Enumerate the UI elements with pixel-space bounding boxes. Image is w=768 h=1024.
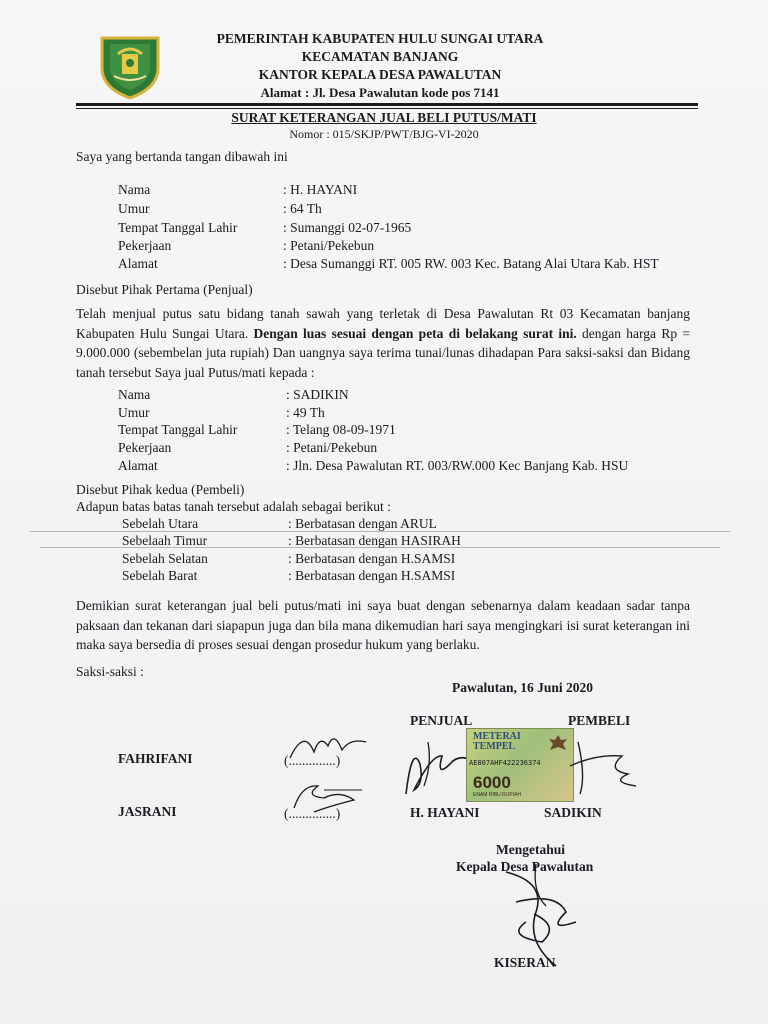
village-head-title: Kepala Desa Pawalutan bbox=[456, 859, 594, 874]
witness-1-signature bbox=[284, 724, 374, 764]
boundary-south-label: Sebelah Selatan bbox=[122, 551, 208, 566]
buyer-job-label: Pekerjaan bbox=[118, 440, 172, 455]
closing-paragraph: Demikian surat keterangan jual beli putus/mati ini saya buat dengan sebenarnya dalam keadaan sadar tanpa paksaan dan tekanan dari siapapun juga dan bila mana dikemudian hari saya mengingkari isi surat keterangan ini maka saya bersedia di proses sesuai dengan prosedur hukum yang berlaku. bbox=[76, 598, 690, 652]
witness-2-sign-line: (..............) bbox=[284, 806, 341, 821]
buyer-role-label: PEMBELI bbox=[568, 713, 631, 728]
boundary-north-label: Sebelah Utara bbox=[122, 516, 199, 531]
revenue-stamp bbox=[466, 728, 574, 802]
letter-title: SURAT KETERANGAN JUAL BELI PUTUS/MATI bbox=[231, 110, 537, 125]
letterhead-address: Alamat : Jl. Desa Pawalutan kode pos 7141 bbox=[260, 85, 500, 100]
seller-name-value: : H. HAYANI bbox=[283, 182, 358, 197]
buyer-signature bbox=[566, 736, 646, 802]
witness-2-name: JASRANI bbox=[118, 804, 177, 819]
buyer-caption: Disebut Pihak kedua (Pembeli) bbox=[76, 482, 245, 497]
seller-birth-value: : Sumanggi 02-07-1965 bbox=[283, 220, 412, 235]
stamp-line-1: METERAI bbox=[473, 731, 521, 742]
buyer-birth-label: Tempat Tanggal Lahir bbox=[118, 422, 238, 437]
letter-number: Nomor : 015/SKJP/PWT/BJG-VI-2020 bbox=[289, 127, 479, 141]
boundary-west-value: : Berbatasan dengan H.SAMSI bbox=[288, 568, 456, 583]
buyer-name-label: Nama bbox=[118, 387, 151, 402]
seller-birth-label: Tempat Tanggal Lahir bbox=[118, 220, 238, 235]
letterhead-divider-thin bbox=[76, 108, 698, 109]
seller-role-label: PENJUAL bbox=[410, 713, 473, 728]
witness-2-signature bbox=[284, 776, 374, 816]
seller-age-label: Umur bbox=[118, 201, 150, 216]
seller-age-value: : 64 Th bbox=[283, 201, 322, 216]
buyer-age-value: : 49 Th bbox=[286, 405, 325, 420]
sale-paragraph-part2: dengan harga Rp = 9.000.000 (sebembelan juta rupiah) Dan uangnya saya terima tunai/lunas dihadapan Para saksi-saksi dan Bidang tanah tersebut Saya jual Putus/mati kepada : bbox=[76, 325, 690, 380]
seller-address-label: Alamat bbox=[118, 256, 158, 271]
seller-name-label: Nama bbox=[118, 182, 151, 197]
acknowledged-label: Mengetahui bbox=[496, 842, 565, 857]
seller-job-label: Pekerjaan bbox=[118, 238, 172, 253]
boundary-east-label: Sebelaah Timur bbox=[122, 533, 208, 548]
witnesses-label: Saksi-saksi : bbox=[76, 664, 144, 679]
buyer-address-label: Alamat bbox=[118, 458, 158, 473]
stamp-line-2: TEMPEL bbox=[473, 741, 516, 752]
seller-address-value: : Desa Sumanggi RT. 005 RW. 003 Kec. Batang Alai Utara Kab. HST bbox=[283, 256, 659, 271]
sale-paragraph-bold: Dengan luas sesuai dengan peta di belakang surat ini. bbox=[253, 325, 577, 341]
buyer-address-value: : Jln. Desa Pawalutan RT. 003/RW.000 Kec Banjang Kab. HSU bbox=[286, 458, 629, 473]
stamp-value: 6000 bbox=[473, 773, 511, 792]
boundary-south-value: : Berbatasan dengan H.SAMSI bbox=[288, 551, 456, 566]
letterhead-line-3: KANTOR KEPALA DESA PAWALUTAN bbox=[258, 67, 502, 82]
letterhead-line-1: PEMERINTAH KABUPATEN HULU SUNGAI UTARA bbox=[216, 31, 544, 46]
sale-paragraph bbox=[76, 304, 690, 382]
seller-name: H. HAYANI bbox=[410, 805, 480, 820]
buyer-age-label: Umur bbox=[118, 405, 150, 420]
boundaries-intro: Adapun batas batas tanah tersebut adalah sebagai berikut : bbox=[76, 499, 391, 514]
buyer-name: SADIKIN bbox=[544, 805, 602, 820]
stamp-caption: ENAM RIBU RUPIAH bbox=[473, 792, 522, 798]
witness-1-name: FAHRIFANI bbox=[118, 751, 193, 766]
boundary-north-value: : Berbatasan dengan ARUL bbox=[288, 516, 437, 531]
intro-text: Saya yang bertanda tangan dibawah ini bbox=[76, 149, 288, 164]
regency-logo-icon bbox=[96, 30, 164, 100]
letterhead-line-2: KECAMATAN BANJANG bbox=[301, 49, 459, 64]
scan-artifact-line bbox=[30, 531, 730, 532]
boundary-east-value: : Berbatasan dengan HASIRAH bbox=[288, 533, 461, 548]
seller-caption: Disebut Pihak Pertama (Penjual) bbox=[76, 282, 253, 297]
buyer-birth-value: : Telang 08-09-1971 bbox=[286, 422, 396, 437]
stamp-serial: AE807AHF422236374 bbox=[469, 759, 541, 767]
buyer-name-value: : SADIKIN bbox=[286, 387, 349, 402]
witness-1-sign-line: (..............) bbox=[284, 753, 341, 768]
seller-job-value: : Petani/Pekebun bbox=[283, 238, 375, 253]
letterhead-divider bbox=[76, 103, 698, 106]
village-head-name: KISERAN bbox=[494, 955, 556, 970]
scan-artifact-line bbox=[40, 547, 720, 548]
sale-paragraph-part1: Telah menjual putus satu bidang tanah sawah yang terletak di Desa Pawalutan Rt 03 Kecamatan banjang Kabupaten Hulu Sungai Utara. bbox=[76, 306, 690, 341]
buyer-job-value: : Petani/Pekebun bbox=[286, 440, 378, 455]
place-date: Pawalutan, 16 Juni 2020 bbox=[452, 680, 594, 695]
boundary-west-label: Sebelah Barat bbox=[122, 568, 198, 583]
